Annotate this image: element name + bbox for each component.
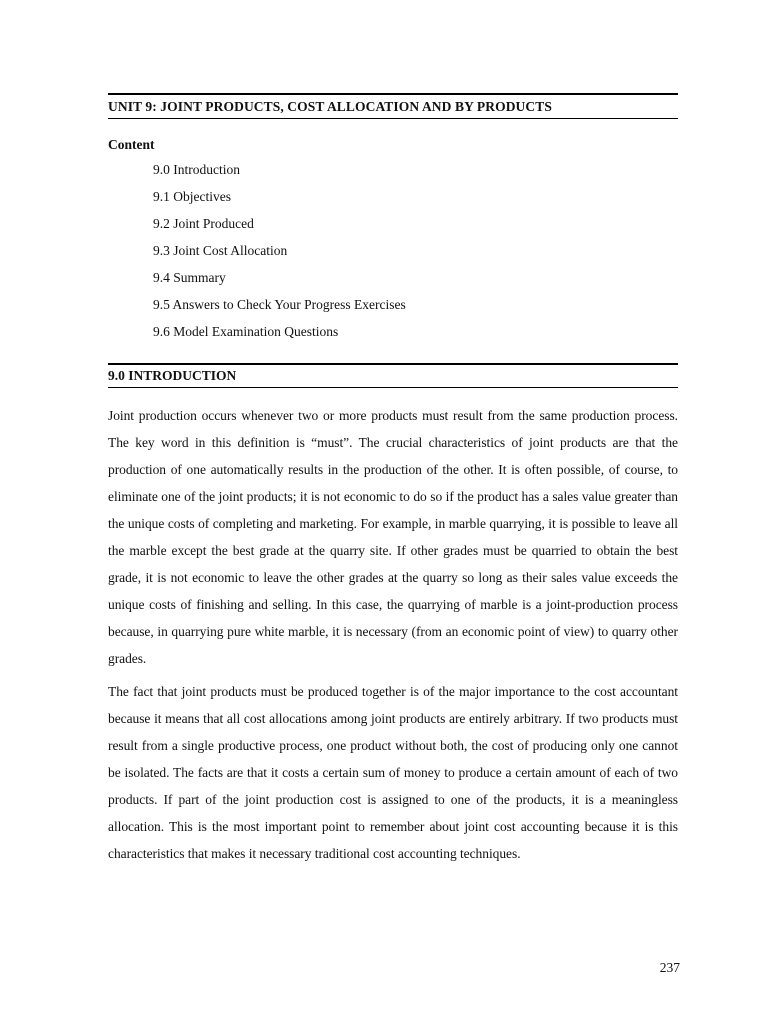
toc-item-introduction: 9.0 Introduction (153, 162, 240, 177)
section-heading: 9.0 INTRODUCTION (108, 363, 678, 388)
body-paragraph: The fact that joint products must be produced together is of the major importance to the cost accountant because it means that all cost allocations among joint products are entirely arbitrary. If two products must result from a single productive process, one product without both, the cost of producing only one cannot be isolated. The facts are that it costs a certain sum of money to produce a certain amount of each of two products. If part of the joint production cost is assigned to one of the products, it is a meaningless allocation. This is the most important point to remember about joint cost accounting because it is this characteristics that makes it necessary traditional cost accounting techniques. (108, 684, 678, 861)
unit-title: UNIT 9: JOINT PRODUCTS, COST ALLOCATION AND BY PRODUCTS (108, 93, 678, 119)
toc-item-joint-produced: 9.2 Joint Produced (153, 216, 254, 231)
contents-label: Content (108, 137, 155, 152)
page-number: 237 (659, 960, 680, 975)
toc-item-answers: 9.5 Answers to Check Your Progress Exercises (153, 297, 406, 312)
toc-item-objectives: 9.1 Objectives (153, 189, 231, 204)
table-of-contents (108, 162, 678, 351)
toc-item-model-questions: 9.6 Model Examination Questions (153, 324, 339, 339)
document-page (108, 93, 678, 867)
toc-item-joint-cost-allocation: 9.3 Joint Cost Allocation (153, 243, 288, 258)
body-paragraph: Joint production occurs whenever two or more products must result from the same production process. The key word in this definition is “must”. The crucial characteristics of joint products are that the production of one automatically results in the production of the other. It is often possible, of course, to eliminate one of the joint products; it is not economic to do so if the product has a sales value greater than the unique costs of completing and marketing. For example, in marble quarrying, it is possible to leave all the marble except the best grade at the quarry site. If other grades must be quarried to obtain the best grade, it is not economic to leave the other grades at the quarry so long as their sales value exceeds the unique costs of finishing and selling. In this case, the quarrying of marble is a joint-production process because, in quarrying pure white marble, it is necessary (from an economic point of view) to quarry other grades. (108, 408, 678, 666)
toc-item-summary: 9.4 Summary (153, 270, 226, 285)
